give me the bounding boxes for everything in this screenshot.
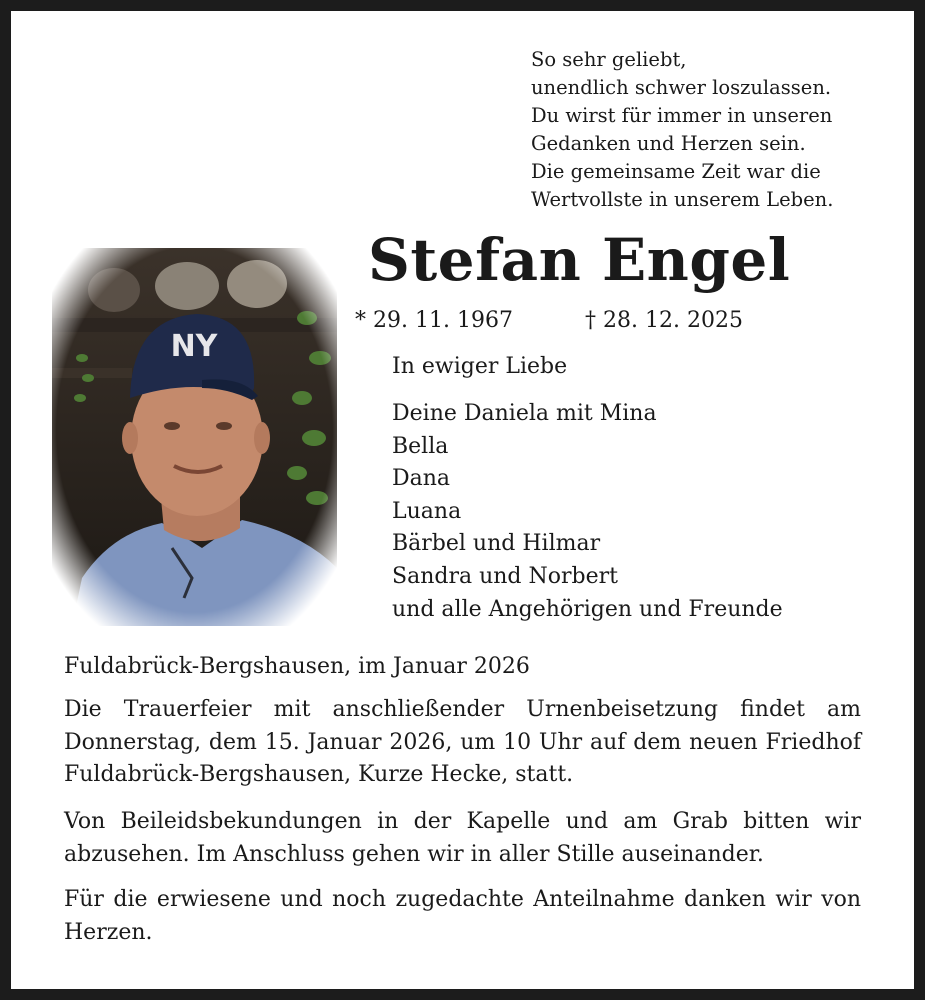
ceremony-paragraph: Die Trauerfeier mit anschließender Urnenbeisetzung findet am Donnerstag, dem 15. Januar 2026, um 10 Uhr auf dem neuen Friedhof Fuldabrück-Bergshausen, Kurze Hecke, statt. bbox=[64, 697, 861, 787]
poem-line: unendlich schwer loszulassen. bbox=[531, 76, 832, 99]
eternal-love-line: In ewiger Liebe bbox=[392, 354, 568, 379]
poem-line: Die gemeinsame Zeit war die bbox=[531, 160, 821, 183]
poem-line: Gedanken und Herzen sein. bbox=[531, 132, 806, 155]
death-date: † 28. 12. 2025 bbox=[585, 308, 743, 333]
deceased-name: Stefan Engel bbox=[368, 226, 791, 294]
portrait-photo bbox=[52, 248, 337, 626]
poem-line: Du wirst für immer in unseren bbox=[531, 104, 833, 127]
place-date: Fuldabrück-Bergshausen, im Januar 2026 bbox=[64, 654, 530, 679]
poem-line: Wertvollste in unserem Leben. bbox=[531, 188, 834, 211]
mourner: Dana bbox=[392, 466, 451, 492]
condolences-paragraph: Von Beileidsbekundungen in der Kapelle und am Grab bitten wir abzusehen. Im Anschluss gehen wir in aller Stille auseinander. bbox=[64, 809, 861, 867]
thanks-paragraph: Für die erwiesene und noch zugedachte Anteilnahme danken wir von Herzen. bbox=[64, 887, 861, 945]
mourner: Luana bbox=[392, 498, 462, 524]
mourner: Sandra und Norbert bbox=[392, 563, 618, 589]
portrait-illustration bbox=[52, 248, 337, 626]
mourner: Bella bbox=[392, 433, 449, 459]
poem-line: So sehr geliebt, bbox=[531, 48, 687, 71]
mourner: Deine Daniela mit Mina bbox=[392, 401, 657, 426]
poem bbox=[531, 46, 891, 214]
mourner: Bärbel und Hilmar bbox=[392, 531, 601, 557]
mourners-list bbox=[392, 398, 783, 626]
birth-date: * 29. 11. 1967 bbox=[355, 308, 513, 333]
vignette bbox=[52, 248, 337, 626]
mourner: und alle Angehörigen und Freunde bbox=[392, 596, 783, 622]
